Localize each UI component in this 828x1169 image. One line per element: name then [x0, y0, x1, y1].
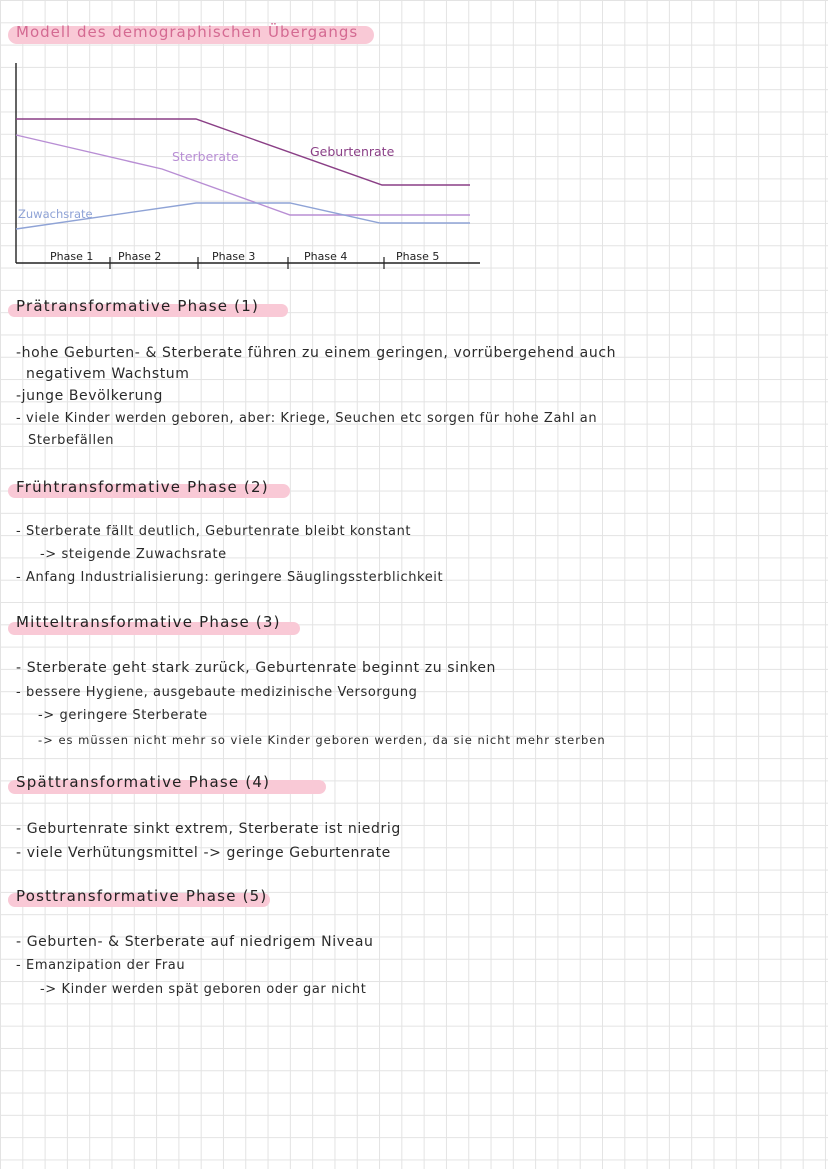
section-5-line-1: - Geburten- & Sterberate auf niedrigem Niveau — [16, 934, 374, 950]
section-1-line-4: - viele Kinder werden geboren, aber: Kriege, Seuchen etc sorgen für hohe Zahl an — [16, 411, 598, 426]
section-3-line-4: -> es müssen nicht mehr so viele Kinder geboren werden, da sie nicht mehr sterben — [38, 733, 606, 747]
section-2-line-2: -> steigende Zuwachsrate — [40, 547, 227, 562]
series-label-geburtenrate: Geburtenrate — [310, 144, 395, 159]
section-3-line-3: -> geringere Sterberate — [38, 708, 208, 723]
phase-label-3: Phase 3 — [212, 250, 256, 263]
section-3-line-1: - Sterberate geht stark zurück, Geburtenrate beginnt zu sinken — [16, 660, 497, 676]
section-5-heading: Posttransformative Phase (5) — [16, 887, 268, 905]
series-label-sterberate: Sterberate — [172, 149, 239, 164]
phase-ticks — [50, 250, 439, 269]
demographic-transition-chart — [14, 55, 484, 275]
section-4-heading: Spättransformative Phase (4) — [16, 773, 271, 791]
phase-label-1: Phase 1 — [50, 250, 94, 263]
section-2-line-1: - Sterberate fällt deutlich, Geburtenrate bleibt konstant — [16, 524, 412, 539]
section-4-line-2: - viele Verhütungsmittel -> geringe Geburtenrate — [16, 845, 391, 861]
section-1-heading: Prätransformative Phase (1) — [16, 297, 259, 315]
section-1-line-2: negativem Wachstum — [26, 366, 190, 382]
section-3-heading: Mitteltransformative Phase (3) — [16, 613, 281, 631]
phase-label-4: Phase 4 — [304, 250, 348, 263]
section-1-line-5: Sterbefällen — [28, 433, 115, 448]
series-line-geburtenrate — [16, 119, 470, 185]
section-1-line-1: -hohe Geburten- & Sterberate führen zu einem geringen, vorrübergehend auch — [16, 345, 617, 361]
section-4-line-1: - Geburtenrate sinkt extrem, Sterberate ist niedrig — [16, 821, 401, 837]
section-1-line-3: -junge Bevölkerung — [16, 388, 164, 404]
section-3-line-2: - bessere Hygiene, ausgebaute medizinische Versorgung — [16, 685, 418, 700]
phase-label-5: Phase 5 — [396, 250, 440, 263]
section-5-line-2: - Emanzipation der Frau — [16, 958, 186, 973]
series-label-zuwachsrate: Zuwachsrate — [18, 207, 93, 221]
phase-label-2: Phase 2 — [118, 250, 162, 263]
section-5-line-3: -> Kinder werden spät geboren oder gar nicht — [40, 982, 367, 997]
section-2-heading: Frühtransformative Phase (2) — [16, 478, 269, 496]
page-title: Modell des demographischen Übergangs — [16, 23, 359, 41]
section-2-line-3: - Anfang Industrialisierung: geringere Säuglingssterblichkeit — [16, 570, 444, 585]
